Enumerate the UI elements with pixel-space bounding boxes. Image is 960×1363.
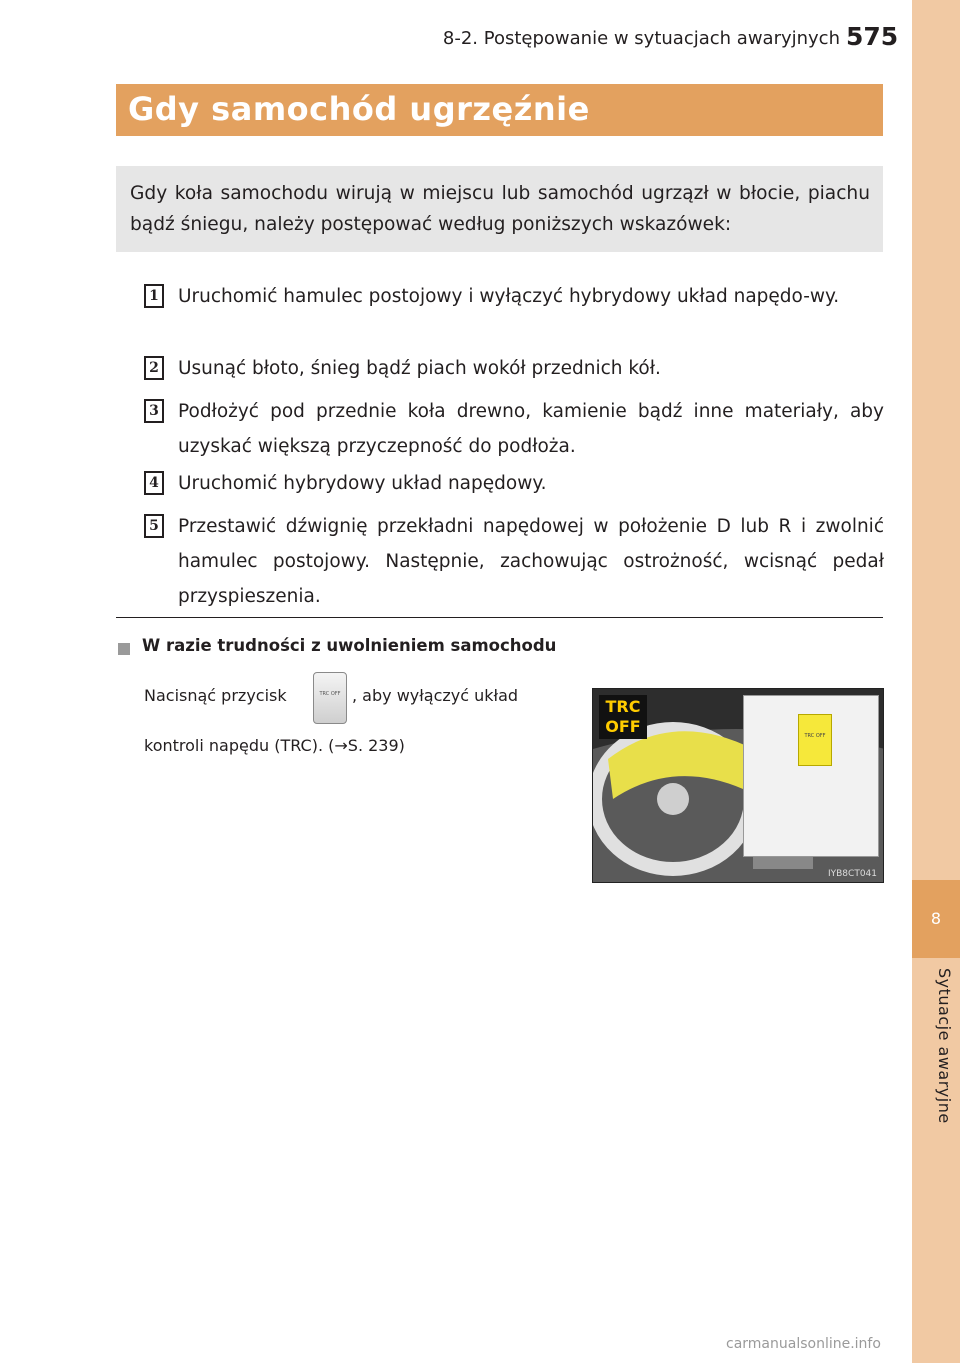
chapter-title: Sytuacje awaryjne [935,968,954,1124]
section-divider [116,617,883,618]
step-text-3: Podłożyć pod przednie koła drewno, kamienie bądź inne materiały, aby uzyskać większą przyczepność do podłoża. [178,401,884,457]
step-number-4: 4 [144,471,164,495]
step-text-4: Uruchomić hybrydowy układ napędowy. [178,473,547,494]
intro-box [116,166,883,252]
dashboard-illustration [592,688,884,883]
section-title-bar [116,84,883,136]
trc-off-button-label: TRC OFF [319,691,341,697]
bullet-square-icon [118,643,130,655]
note-line-1-end: , aby wyłączyć układ [352,686,519,705]
step-text-5: Przestawić dźwignię przekładni napędowej w położenie D lub R i zwolnić hamulec postojowy. Następnie, zachowując ostrożność, wcisnąć pedał przyspieszenia. [178,516,884,607]
note-line-1-start: Nacisnąć przycisk [144,686,287,705]
chapter-side-tab [912,0,960,1363]
wheel-hub [657,783,689,815]
note-heading: W razie trudności z uwolnieniem samochodu [142,636,557,655]
inset-trc-button: TRC OFF [798,714,832,766]
running-header: 8-2. Postępowanie w sytuacjach awaryjnych [442,28,840,49]
trc-off-button-icon [313,672,347,724]
intro-text: Gdy koła samochodu wirują w miejscu lub samochód ugrzązł w błocie, piachu bądź śniegu, należy postępować według poniższych wskazówek: [130,183,870,235]
illustration-code: IYB8CT041 [827,869,877,879]
step-number-3: 3 [144,399,164,423]
step-number-5: 5 [144,514,164,538]
step-number-2: 2 [144,356,164,380]
section-title: Gdy samochód ugrzęźnie [128,90,590,128]
chapter-number: 8 [912,880,960,958]
step-number-1: 1 [144,284,164,308]
watermark: carmanualsonline.info [726,1336,881,1352]
page-number: 575 [846,22,899,51]
trc-off-indicator: TRC OFF [599,695,647,739]
step-text-1: Uruchomić hamulec postojowy i wyłączyć hybrydowy układ napędo-wy. [178,286,840,307]
note-line-2: kontroli napędu (TRC). (→S. 239) [144,736,405,755]
button-inset [743,695,879,857]
step-text-2: Usunąć błoto, śnieg bądź piach wokół przednich kół. [178,358,661,379]
